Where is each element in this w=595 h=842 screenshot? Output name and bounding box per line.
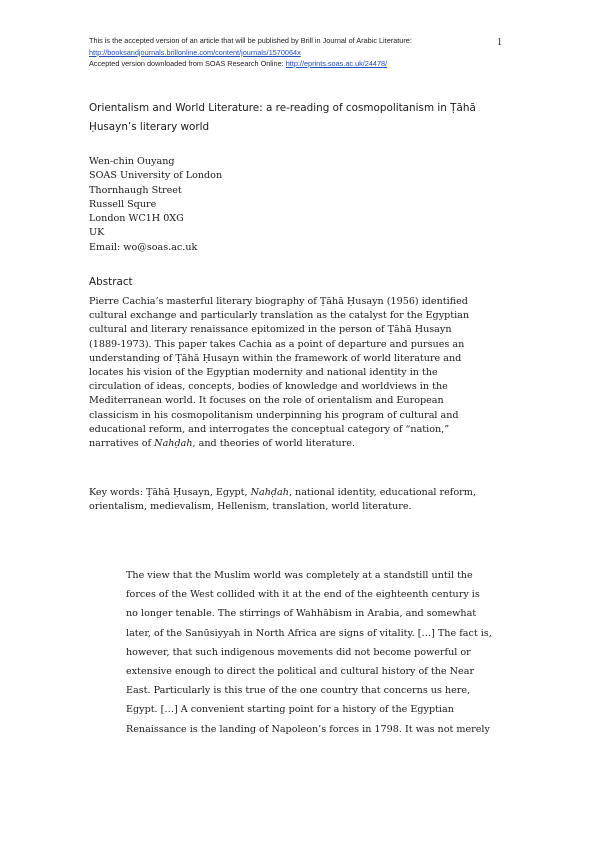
article-title: [89, 99, 509, 137]
author-city: London WC1H 0XG: [89, 213, 184, 225]
author-block: [89, 155, 389, 255]
author-country: UK: [89, 227, 105, 239]
abstract-line: narratives of Nahḍah, and theories of world literature.: [89, 438, 356, 450]
quote-line: Renaissance is the landing of Napoleon’s forces in 1798. It was not merely: [126, 723, 490, 735]
abstract-line: educational reform, and interrogates the conceptual category of “nation,”: [89, 423, 450, 435]
title-line-2: Ḥusayn’s literary world: [89, 121, 210, 133]
abstract-line: understanding of Ṭāhā Ḥusayn within the framework of world literature and: [89, 352, 462, 364]
abstract-line: cultural and literary renaissance epitomized in the person of Ṭāhā Ḥusayn: [89, 324, 452, 336]
keywords-line-1: Key words: Ṭāhā Ḥusayn, Egypt, Nahḍah, national identity, educational reform,: [89, 487, 476, 498]
quote-line: The view that the Muslim world was completely at a standstill until the: [126, 570, 473, 581]
quote-line: forces of the West collided with it at the end of the eighteenth century is: [126, 589, 480, 601]
header-line-3: Accepted version downloaded from SOAS Research Online: http://eprints.soas.ac.uk/24478/: [89, 59, 388, 68]
eprints-link[interactable]: http://eprints.soas.ac.uk/24478/: [285, 59, 388, 68]
quote-line: no longer tenable. The stirrings of Wahhābism in Arabia, and somewhat: [126, 608, 477, 620]
author-name: Wen-chin Ouyang: [89, 156, 175, 167]
abstract-heading: Abstract: [89, 276, 133, 288]
author-email: Email: wo@soas.ac.uk: [89, 241, 198, 253]
abstract-body: [89, 295, 509, 451]
document-header: [89, 35, 499, 70]
abstract-line: Mediterranean world. It focuses on the role of orientalism and European: [89, 395, 444, 407]
journal-link[interactable]: http://booksandjournals.brillonline.com/content/journals/1570064x: [89, 47, 301, 57]
quote-line: later, of the Sanūsiyyah in North Africa are signs of vitality. […] The fact is,: [126, 627, 492, 639]
header-line-1: This is the accepted version of an article that will be published by Brill in Journal of Arabic Literature:: [89, 36, 412, 45]
block-quote: [126, 566, 506, 739]
author-square: Russell Squre: [89, 198, 157, 210]
abstract-line: (1889-1973). This paper takes Cachia as a point of departure and pursues an: [89, 338, 465, 350]
abstract-line: cultural exchange and particularly translation as the catalyst for the Egyptian: [89, 310, 470, 322]
quote-line: however, that such indigenous movements did not become powerful or: [126, 646, 471, 658]
author-affiliation: SOAS University of London: [89, 170, 223, 182]
page-number: 1: [497, 37, 502, 48]
abstract-line: classicism in his cosmopolitanism underpinning his program of cultural and: [89, 409, 459, 421]
abstract-line: circulation of ideas, concepts, bodies of knowledge and worldviews in the: [89, 381, 448, 393]
abstract-line: Pierre Cachia’s masterful literary biography of Ṭāhā Ḥusayn (1956) identified: [89, 296, 468, 307]
keywords: [89, 486, 509, 514]
keywords-line-2: orientalism, medievalism, Hellenism, translation, world literature.: [89, 501, 412, 513]
title-line-1: Orientalism and World Literature: a re-reading of cosmopolitanism in Ṭāhā: [89, 102, 476, 114]
quote-line: extensive enough to direct the political and cultural history of the Near: [126, 666, 475, 678]
abstract-line: locates his vision of the Egyptian modernity and national identity in the: [89, 367, 438, 379]
author-street: Thornhaugh Street: [89, 184, 182, 196]
quote-line: Egypt. […] A convenient starting point for a history of the Egyptian: [126, 704, 454, 716]
quote-line: East. Particularly is this true of the one country that concerns us here,: [126, 685, 471, 697]
